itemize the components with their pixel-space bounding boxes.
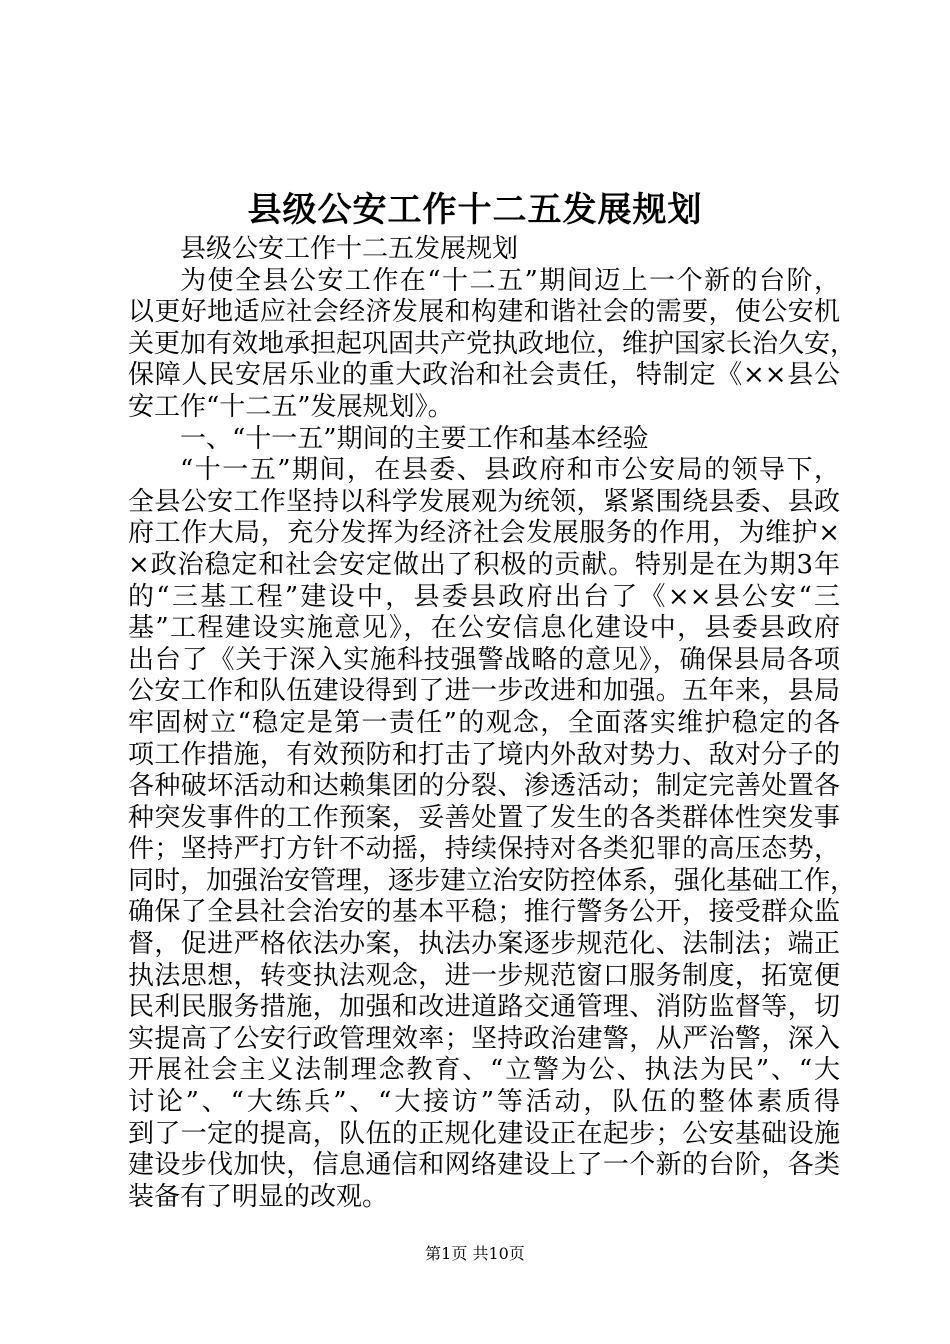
text-line: 全县公安工作坚持以科学发展观为统领，紧紧围绕县委、县政 <box>128 486 840 517</box>
text-line: 件；坚持严打方针不动摇，持续保持对各类犯罪的高压态势， <box>128 834 840 865</box>
text-line: 县级公安工作十二五发展规划 <box>180 234 519 264</box>
text-line: 一、“十一五”期间的主要工作和基本经验 <box>180 423 649 454</box>
text-line: 的“三基工程”建设中，县委县政府出台了《××县公安“三 <box>128 581 840 612</box>
text-line: 实提高了公安行政管理效率；坚持政治建警，从严治警，深入 <box>128 1023 840 1054</box>
text-line: 执法思想，转变执法观念，进一步规范窗口服务制度，拓宽便 <box>128 960 840 991</box>
text-line: 以更好地适应社会经济发展和构建和谐社会的需要，使公安机 <box>128 297 840 328</box>
text-line: “十一五”期间，在县委、县政府和市公安局的领导下， <box>180 455 840 486</box>
text-line: 民利民服务措施，加强和改进道路交通管理、消防监督等，切 <box>128 992 840 1023</box>
text-line: 项工作措施，有效预防和打击了境内外敌对势力、敌对分子的 <box>128 739 840 770</box>
text-line: 为使全县公安工作在“十二五”期间迈上一个新的台阶， <box>180 265 840 296</box>
text-line: 安工作“十二五”发展规划》。 <box>128 391 454 422</box>
text-line: 同时，加强治安管理，逐步建立治安防控体系，强化基础工作， <box>128 865 857 896</box>
text-line: 关更加有效地承担起巩固共产党执政地位，维护国家长治久安， <box>128 328 857 359</box>
text-line: 各种破坏活动和达赖集团的分裂、渗透活动；制定完善处置各 <box>128 771 840 802</box>
text-line: 基”工程建设实施意见》，在公安信息化建设中，县委县政府 <box>128 613 840 644</box>
text-line: 公安工作和队伍建设得到了进一步改进和加强。五年来，县局 <box>128 676 840 707</box>
text-line: 种突发事件的工作预案，妥善处置了发生的各类群体性突发事 <box>128 802 840 833</box>
text-line: 督，促进严格依法办案，执法办案逐步规范化、法制法；端正 <box>128 929 840 960</box>
document-title: 县级公安工作十二五发展规划 <box>247 190 703 230</box>
text-line: 出台了《关于深入实施科技强警战略的意见》，确保县局各项 <box>128 644 840 675</box>
text-line: 装备有了明显的改观。 <box>128 1181 389 1212</box>
text-line: 保障人民安居乐业的重大政治和社会责任，特制定《××县公 <box>128 360 840 391</box>
text-line: 建设步伐加快，信息通信和网络建设上了一个新的台阶，各类 <box>128 1150 840 1181</box>
text-line: ×政治稳定和社会安定做出了积极的贡献。特别是在为期3年 <box>128 549 840 580</box>
text-line: 讨论”、“大练兵”、“大接访”等活动，队伍的整体素质得 <box>128 1087 840 1118</box>
text-line: 开展社会主义法制理念教育、“立警为公、执法为民”、“大 <box>128 1055 840 1086</box>
text-line: 牢固树立“稳定是第一责任”的观念，全面落实维护稳定的各 <box>128 707 840 738</box>
page-footer: 第1页 共10页 <box>425 1244 525 1263</box>
text-line: 确保了全县社会治安的基本平稳；推行警务公开，接受群众监 <box>128 897 840 928</box>
text-line: 到了一定的提高，队伍的正规化建设正在起步；公安基础设施 <box>128 1118 840 1149</box>
document-body <box>128 234 857 1213</box>
text-line: 府工作大局，充分发挥为经济社会发展服务的作用，为维护× <box>128 518 840 549</box>
